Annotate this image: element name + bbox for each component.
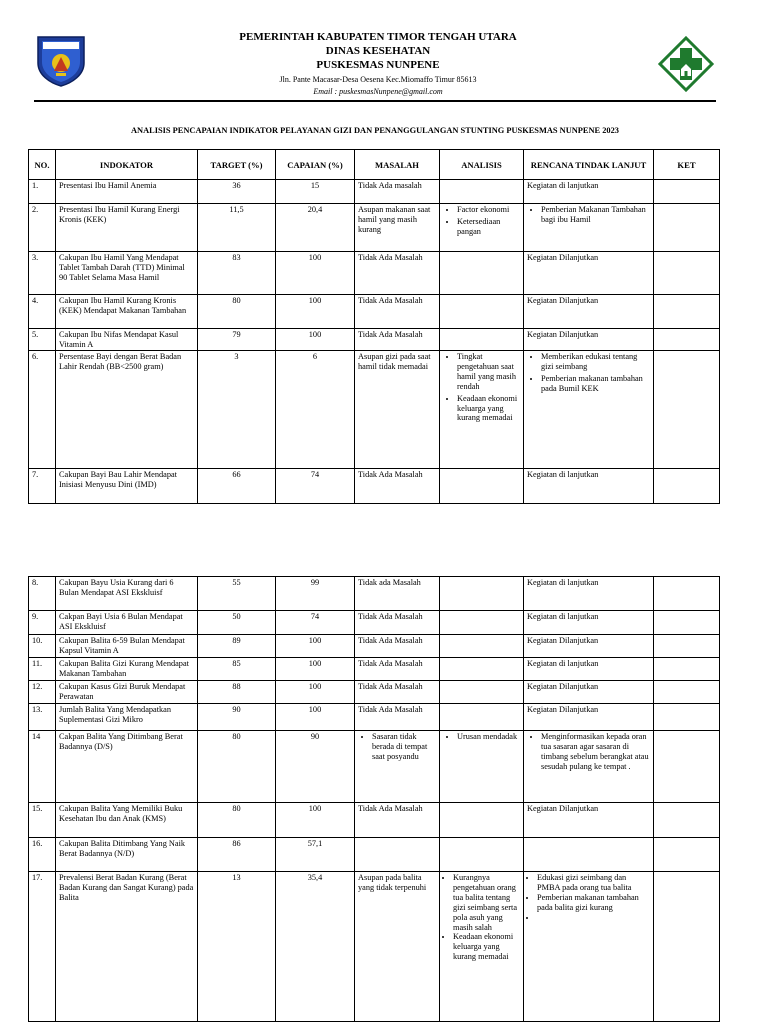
- letterhead: [0, 0, 768, 106]
- cell-rencana: Kegiatan di lanjutkan: [524, 611, 654, 635]
- cell-masalah: Tidak Ada Masalah: [355, 295, 440, 329]
- cell-indikator: Prevalensi Berat Badan Kurang (Berat Badan Kurang dan Sangat Kurang) pada Balita: [56, 872, 198, 1022]
- cell-indikator: Cakupan Balita Gizi Kurang Mendapat Makanan Tambahan: [56, 658, 198, 681]
- cell-capaian: 74: [276, 469, 355, 504]
- cell-ket: [654, 351, 720, 469]
- cell-capaian: 57,1: [276, 838, 355, 872]
- table-row: [29, 658, 720, 681]
- cell-no: 5.: [29, 329, 56, 351]
- cell-capaian: 6: [276, 351, 355, 469]
- cell-masalah: Tidak Ada Masalah: [355, 658, 440, 681]
- cell-masalah: Asupan pada balita yang tidak terpenuhi: [355, 872, 440, 1022]
- cell-masalah: Tidak Ada Masalah: [355, 704, 440, 731]
- cell-target: 80: [198, 731, 276, 803]
- cell-capaian: 100: [276, 681, 355, 704]
- cell-masalah: Tidak Ada Masalah: [355, 252, 440, 295]
- cell-indikator: Cakupan Ibu Hamil Yang Mendapat Tablet Tambah Darah (TTD) Minimal 90 Tablet Selama Masa Hamil: [56, 252, 198, 295]
- rencana-bullet-list: [527, 205, 650, 225]
- table-row: [29, 204, 720, 252]
- rencana-bullet-item: [537, 913, 650, 923]
- rencana-bullet-list: [527, 732, 650, 772]
- cell-ket: [654, 180, 720, 204]
- cell-masalah: Tidak Ada masalah: [355, 180, 440, 204]
- cell-indikator: Cakupan Ibu Nifas Mendapat Kasul Vitamin A: [56, 329, 198, 351]
- cell-analisis: [440, 204, 524, 252]
- cell-indikator: Cakupan Balita 6-59 Bulan Mendapat Kapsul Vitamin A: [56, 635, 198, 658]
- rencana-bullet-list: [527, 873, 650, 923]
- cell-analisis: [440, 704, 524, 731]
- cell-ket: [654, 252, 720, 295]
- cell-rencana: [524, 204, 654, 252]
- cell-ket: [654, 577, 720, 611]
- cell-rencana: Kegiatan Dilanjutkan: [524, 252, 654, 295]
- cell-target: 80: [198, 295, 276, 329]
- cell-analisis: [440, 838, 524, 872]
- cell-no: 14: [29, 731, 56, 803]
- cell-target: 79: [198, 329, 276, 351]
- table-row: [29, 611, 720, 635]
- table-row: [29, 252, 720, 295]
- cell-indikator: Cakupan Balita Ditimbang Yang Naik Berat Badannya (N/D): [56, 838, 198, 872]
- cell-no: 17.: [29, 872, 56, 1022]
- cell-no: 11.: [29, 658, 56, 681]
- cell-ket: [654, 704, 720, 731]
- cell-rencana: Kegiatan Dilanjutkan: [524, 681, 654, 704]
- cell-indikator: Cakupan Kasus Gizi Buruk Mendapat Perawatan: [56, 681, 198, 704]
- analisis-bullet-item: • Tingkat pengetahuan saat hamil yang masih rendah: [457, 352, 520, 392]
- column-header-masalah: MASALAH: [355, 150, 440, 180]
- cell-capaian: 100: [276, 658, 355, 681]
- cell-target: 89: [198, 635, 276, 658]
- cell-masalah: Tidak Ada Masalah: [355, 611, 440, 635]
- cell-ket: [654, 204, 720, 252]
- cell-ket: [654, 635, 720, 658]
- rencana-bullet-item: • Pemberian makanan tambahan pada balita gizi kurang: [537, 893, 650, 913]
- table-header-row: [29, 150, 720, 180]
- cell-masalah: Tidak ada Masalah: [355, 577, 440, 611]
- cell-capaian: 20,4: [276, 204, 355, 252]
- cell-indikator: Cakupan Bayi Bau Lahir Mendapat Inisiasi Menyusu Dini (IMD): [56, 469, 198, 504]
- cell-indikator: Presentasi Ibu Hamil Anemia: [56, 180, 198, 204]
- analisis-bullet-item: • Ketersediaan pangan: [457, 217, 520, 237]
- cell-no: 6.: [29, 351, 56, 469]
- cell-ket: [654, 731, 720, 803]
- cell-masalah: Tidak Ada Masalah: [355, 635, 440, 658]
- table-row: [29, 469, 720, 504]
- column-header-rencana: RENCANA TINDAK LANJUT: [524, 150, 654, 180]
- cell-analisis: [440, 351, 524, 469]
- rencana-bullet-item: • Pemberian Makanan Tambahan bagi ibu Hamil: [541, 205, 650, 225]
- cell-capaian: 99: [276, 577, 355, 611]
- regency-emblem-icon: [34, 33, 88, 87]
- cell-analisis: [440, 295, 524, 329]
- cell-rencana: Kegiatan Dilanjutkan: [524, 635, 654, 658]
- cell-ket: [654, 681, 720, 704]
- table-row: [29, 577, 720, 611]
- cell-target: 55: [198, 577, 276, 611]
- cell-analisis: [440, 469, 524, 504]
- column-header-ket: KET: [654, 150, 720, 180]
- analisis-bullet-item: • Kurangnya pengetahuan orang tua balita tentang gizi seimbang serta pola asuh yang masih salah: [453, 873, 520, 932]
- masalah-bullet-item: • Sasaran tidak berada di tempat saat posyandu: [372, 732, 436, 762]
- cell-analisis: [440, 635, 524, 658]
- analisis-bullet-item: • Keadaan ekonomi keluarga yang kurang memadai: [457, 394, 520, 424]
- document-title: ANALISIS PENCAPAIAN INDIKATOR PELAYANAN GIZI DAN PENANGGULANGAN STUNTING PUSKESMAS NUNPENE 2023: [131, 126, 619, 135]
- cell-no: 16.: [29, 838, 56, 872]
- cell-analisis: [440, 252, 524, 295]
- table-row: [29, 635, 720, 658]
- cell-target: 11,5: [198, 204, 276, 252]
- cell-ket: [654, 611, 720, 635]
- cell-ket: [654, 803, 720, 838]
- cell-no: 4.: [29, 295, 56, 329]
- cell-capaian: 90: [276, 731, 355, 803]
- rencana-bullet-item: • Edukasi gizi seimbang dan PMBA pada orang tua balita: [537, 873, 650, 893]
- cell-analisis: [440, 329, 524, 351]
- cell-indikator: Presentasi Ibu Hamil Kurang Energi Kronis (KEK): [56, 204, 198, 252]
- analisis-bullet-list: [443, 732, 520, 742]
- cell-target: 66: [198, 469, 276, 504]
- cell-masalah: [355, 731, 440, 803]
- cell-rencana: Kegiatan Dilanjutkan: [524, 295, 654, 329]
- indicator-table-part-1: [28, 149, 720, 504]
- cell-capaian: 100: [276, 635, 355, 658]
- cell-rencana: [524, 872, 654, 1022]
- cell-capaian: 74: [276, 611, 355, 635]
- cell-rencana: Kegiatan Dilanjutkan: [524, 803, 654, 838]
- cell-no: 12.: [29, 681, 56, 704]
- cell-masalah: [355, 838, 440, 872]
- rencana-bullet-item: • Menginformasikan kepada oran tua sasaran agar sasaran di timbang sebelum berangkat atau sesudah pulang ke tempat .: [541, 732, 650, 772]
- analisis-bullet-list: [443, 873, 520, 962]
- cell-target: 88: [198, 681, 276, 704]
- rencana-bullet-item: • Pemberian makanan tambahan pada Bumil KEK: [541, 374, 650, 394]
- cell-rencana: [524, 351, 654, 469]
- table-row: [29, 731, 720, 803]
- analisis-bullet-item: • Factor ekonomi: [457, 205, 520, 215]
- table-row: [29, 704, 720, 731]
- cell-capaian: 15: [276, 180, 355, 204]
- cell-masalah: Tidak Ada Masalah: [355, 803, 440, 838]
- cell-indikator: Cakpan Bayi Usia 6 Bulan Mendapat ASI Ekskluisf: [56, 611, 198, 635]
- cell-analisis: [440, 872, 524, 1022]
- column-header-no: NO.: [29, 150, 56, 180]
- cell-rencana: Kegiatan Dilanjutkan: [524, 704, 654, 731]
- indicator-table-part-2: [28, 576, 720, 1022]
- cell-masalah: Tidak Ada Masalah: [355, 469, 440, 504]
- department-name: DINAS KESEHATAN: [325, 45, 431, 57]
- cell-indikator: Cakpan Balita Yang Ditimbang Berat Badannya (D/S): [56, 731, 198, 803]
- cell-rencana: Kegiatan di lanjutkan: [524, 577, 654, 611]
- analisis-bullet-list: [443, 352, 520, 423]
- cell-capaian: 100: [276, 295, 355, 329]
- puskesmas-name: PUSKESMAS NUNPENE: [316, 59, 440, 71]
- cell-ket: [654, 872, 720, 1022]
- cell-masalah: Asupan gizi pada saat hamil tidak memadai: [355, 351, 440, 469]
- letterhead-divider: [34, 100, 716, 102]
- cell-analisis: [440, 731, 524, 803]
- cell-capaian: 35,4: [276, 872, 355, 1022]
- table-row: [29, 803, 720, 838]
- cell-no: 8.: [29, 577, 56, 611]
- cell-no: 7.: [29, 469, 56, 504]
- cell-no: 13.: [29, 704, 56, 731]
- cell-rencana: [524, 731, 654, 803]
- address-line: Jln. Pante Macasar-Desa Oesena Kec.Miomaffo Timur 85613: [279, 75, 477, 84]
- cell-no: 1.: [29, 180, 56, 204]
- cell-indikator: Jumlah Balita Yang Mendapatkan Suplementasi Gizi Mikro: [56, 704, 198, 731]
- cell-target: 13: [198, 872, 276, 1022]
- cell-analisis: [440, 180, 524, 204]
- cell-no: 9.: [29, 611, 56, 635]
- cell-indikator: Persentase Bayi dengan Berat Badan Lahir Rendah (BB<2500 gram): [56, 351, 198, 469]
- cell-rencana: Kegiatan di lanjutkan: [524, 180, 654, 204]
- cell-no: 2.: [29, 204, 56, 252]
- cell-indikator: Cakupan Balita Yang Memiliki Buku Kesehatan Ibu dan Anak (KMS): [56, 803, 198, 838]
- cell-masalah: Tidak Ada Masalah: [355, 681, 440, 704]
- rencana-bullet-item: • Memberikan edukasi tentang gizi seimbang: [541, 352, 650, 372]
- rencana-bullet-list: [527, 352, 650, 394]
- cell-analisis: [440, 577, 524, 611]
- analisis-bullet-item: • Keadaan ekonomi keluarga yang kurang memadai: [453, 932, 520, 962]
- cell-masalah: Asupan makanan saat hamil yang masih kurang: [355, 204, 440, 252]
- cell-target: 3: [198, 351, 276, 469]
- cell-no: 3.: [29, 252, 56, 295]
- table-row: [29, 180, 720, 204]
- cell-indikator: Cakupan Bayu Usia Kurang dari 6 Bulan Mendapat ASI Ekskluisf: [56, 577, 198, 611]
- masalah-bullet-list: [358, 732, 436, 762]
- cell-ket: [654, 658, 720, 681]
- cell-no: 15.: [29, 803, 56, 838]
- email-line: Email : puskesmasNunpene@gmail.com: [313, 87, 443, 96]
- cell-masalah: Tidak Ada Masalah: [355, 329, 440, 351]
- cell-target: 36: [198, 180, 276, 204]
- cell-target: 50: [198, 611, 276, 635]
- cell-ket: [654, 329, 720, 351]
- cell-no: 10.: [29, 635, 56, 658]
- column-header-analisis: ANALISIS: [440, 150, 524, 180]
- cell-rencana: [524, 838, 654, 872]
- cell-rencana: Kegiatan Dilanjutkan: [524, 329, 654, 351]
- table-row: [29, 681, 720, 704]
- cell-target: 90: [198, 704, 276, 731]
- table-row: [29, 351, 720, 469]
- analisis-bullet-item: • Urusan mendadak: [457, 732, 520, 742]
- cell-capaian: 100: [276, 252, 355, 295]
- cell-indikator: Cakupan Ibu Hamil Kurang Kronis (KEK) Mendapat Makanan Tambahan: [56, 295, 198, 329]
- cell-target: 80: [198, 803, 276, 838]
- table-row: [29, 329, 720, 351]
- table-row: [29, 295, 720, 329]
- cell-analisis: [440, 803, 524, 838]
- column-header-indikator: INDOKATOR: [56, 150, 198, 180]
- cell-capaian: 100: [276, 803, 355, 838]
- table-row: [29, 838, 720, 872]
- cell-capaian: 100: [276, 329, 355, 351]
- cell-target: 85: [198, 658, 276, 681]
- cell-analisis: [440, 611, 524, 635]
- cell-ket: [654, 469, 720, 504]
- cell-ket: [654, 295, 720, 329]
- government-name: PEMERINTAH KABUPATEN TIMOR TENGAH UTARA: [239, 31, 517, 43]
- cell-target: 83: [198, 252, 276, 295]
- cell-target: 86: [198, 838, 276, 872]
- green-cross-house-icon: [658, 36, 714, 92]
- cell-rencana: Kegiatan di lanjutkan: [524, 658, 654, 681]
- table-row: [29, 872, 720, 1022]
- cell-ket: [654, 838, 720, 872]
- analisis-bullet-list: [443, 205, 520, 237]
- cell-rencana: Kegiatan di lanjutkan: [524, 469, 654, 504]
- cell-analisis: [440, 681, 524, 704]
- cell-capaian: 100: [276, 704, 355, 731]
- column-header-capaian: CAPAIAN (%): [276, 150, 355, 180]
- column-header-target: TARGET (%): [198, 150, 276, 180]
- cell-analisis: [440, 658, 524, 681]
